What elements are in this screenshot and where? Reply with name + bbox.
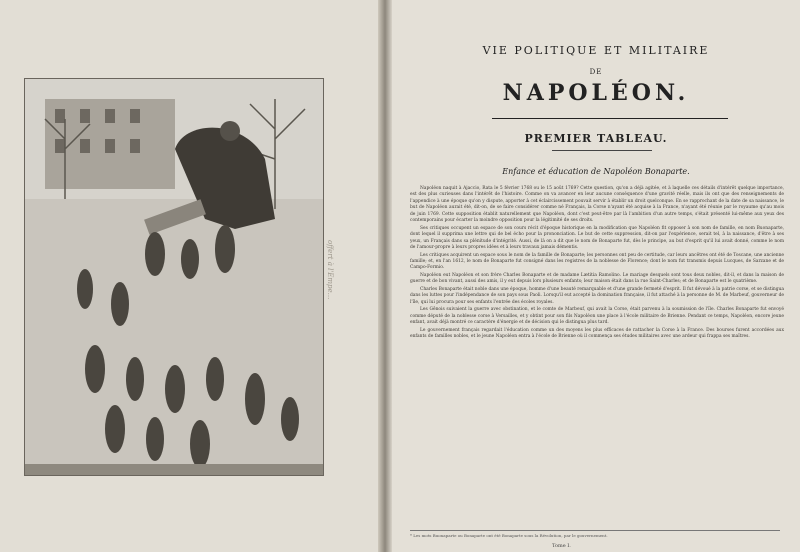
paragraph: Les Gênois suivaient la guerre avec obstination, et le comte de Marbeuf, qui avait la Corse, était parvenu à la soumission de l'île. Charles Bonaparte fut envoyé comme député de la noblesse corse à Versailles, et y obtint pour son fils Napoléon une place à l'école militaire de Brienne. Pendant ce temps, Napoléon, encore jeune enfant, avait déjà montré ce caractère d'énergie et de décision qui le distingua plus tard. xyxy=(410,307,784,326)
paragraph: Ses critiques occupent un espace de son cours récit d'époque historique en la modification que Napoléon fit opposer à son nom de famille, en nom Buonaparte, dont lequel il supprima une lettre qui de bel écho pour la prononciation. Le but de cette suppression, dit-on par l'expérience, serait tel, à la naissance, d'être à ses yeux, un Français dans sa plénitude d'intégrité. Aussi, de là on a dit que le nom de Bonaparte fut, dès le principe, au but d'esprit qu'il lui avait donné, comme le nom de l'amour-propre à leurs propres idées et à leurs travaux jamais démentis. xyxy=(410,225,784,251)
footnote: * Les mots Buonaparte ou Bonaparte ont été Bonaparte sous la Révolution, par le gouvernement. xyxy=(410,533,608,538)
pencil-inscription: offert à l'Empe... xyxy=(326,240,334,300)
body-text xyxy=(410,186,784,341)
book-spine xyxy=(378,0,392,552)
left-page xyxy=(0,0,384,552)
engraving-plate xyxy=(24,78,324,476)
section-rule xyxy=(552,150,652,151)
engraving-image xyxy=(25,79,323,475)
paragraph: Charles Bonaparte était noble dans une époque, homme d'une beauté remarquable et d'une grande fermeté d'esprit. Il fut dévoué à la patrie corse, et se distingua dans les luttes pour l'indépendance de son pays sous Paoli. Lorsqu'il eut accepté la domination française, il fut attaché à la personne de M. de Marbeuf, gouverneur de l'île, qui lui procura pour ses enfants l'entrée des écoles royales. xyxy=(410,286,784,305)
tome-label: Tome I. xyxy=(552,543,571,549)
paragraph: Les critiques acquirent un espace sous le nom de la famille de Bonaparte; les personnes ont peu de certitude, car leurs ancêtres ont été de Toscane, une ancienne famille; et, en l'an 1612, le nom de Bonaparte fut consigné dans les registres de la noblesse de Florence; dont le nom fut transmis depuis Lucques, de Sarzane et de Campo-Formio. xyxy=(410,252,784,271)
paragraph: Napoléon naquit à Ajaccio, Rata le 5 février 1768 ou le 15 août 1769? Cette question, qu'on a déjà agitée, et à laquelle ces détails d'intérêt quelque importance, est des plus curieuses dans l'intérêt de l'histoire. Comme on va avancer en leur aucune conséquence d'une gravité réelle, mais ils ont que des renseignements de l'appendice à une époque qu'on y dispute, apporter à cet éclaircissement pouvait servir à établir un droit quelconque. En se rapprochant de la date de sa naissance, le but de Napoléon aurait été, dit-on, de se faire considérer comme né Français, la Corse n'ayant été acquise à la France, n'ayant été réunie par le royaume qu'au mois de juin 1769. Cette supposition établit naturellement que Napoléon, dont c'est peut-être par là l'ambition d'un autre temps, s'était présenté lui-même aux yeux des contemporains pour écarter la moindre opposition pour la légitimité de ses droits. xyxy=(410,186,784,224)
section-title: PREMIER TABLEAU. xyxy=(524,132,668,145)
title-rule xyxy=(492,118,728,119)
title-line: VIE POLITIQUE ET MILITAIRE xyxy=(482,44,710,57)
footnote-rule xyxy=(410,530,780,531)
right-page xyxy=(392,0,800,552)
subtitle: Enfance et éducation de Napoléon Bonaparte. xyxy=(502,167,690,176)
paragraph: Napoléon eut Napoléon et son frère Charles Bonaparte et de madame Lætitia Ramolino. Le mariage desquels sont tous deux nobles, dit-il, et dans la maison de guerre et de bon vivant, aussi des amis, il y eut depuis lors plusieurs enfants; leur maison était dans la rue Saint-Charles; et de Bonaparte est le quatrième. xyxy=(410,272,784,285)
title-connector: DE xyxy=(589,68,603,76)
main-title: NAPOLÉON. xyxy=(502,80,690,106)
paragraph: Le gouvernement français regardait l'éducation comme un des moyens les plus efficaces de rattacher la Corse à la France. Des bourses furent accordées aux enfants de familles nobles, et le jeune Napoléon entra à l'école de Brienne où il commença ses études militaires avec une ardeur qui frappa ses maîtres. xyxy=(410,327,784,339)
